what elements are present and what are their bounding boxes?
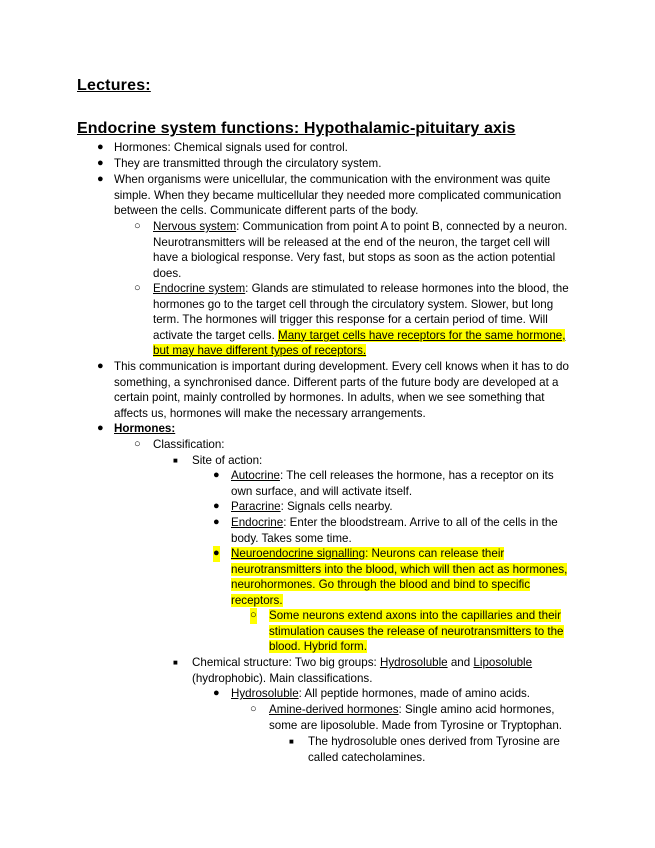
bullet-dot-icon: ● [213, 500, 220, 512]
highlighted-text: Many target cells have receptors for the same hormone, [278, 328, 566, 342]
list-item-hybrid-form: Some neurons extend axons into the capillaries and their stimulation causes the release of neurotransmitters to the blood. Hybrid form. [269, 609, 564, 654]
list-item-site-of-action: Site of action: [192, 454, 263, 467]
bullet-circle-icon: ○ [250, 608, 257, 624]
bullet-circle-icon: ○ [134, 282, 141, 294]
term-nervous-system: Nervous system [153, 220, 237, 233]
list-item-hydrosoluble: Hydrosoluble: All peptide hormones, made of amino acids. [231, 687, 531, 700]
list-item-catecholamines: The hydrosoluble ones derived from Tyrosine are called catecholamines. [308, 735, 560, 764]
list-item-nervous-system: Nervous system: Communication from point A to point B, connected by a neuron. Neurotransmitters will be released at the end of the neuron, the target cell will have a biological response. Very fast, but stops as soon as the action potential does. [153, 220, 568, 280]
bullet-dot-icon: ● [213, 469, 220, 481]
bullet-dot-icon: ● [213, 687, 220, 699]
list-item-hormones: Hormones: [114, 422, 176, 435]
list-item-autocrine: Autocrine: The cell releases the hormone, has a receptor on its own surface, and will activate itself. [231, 469, 554, 498]
list-item-amine-derived: Amine-derived hormones: Single amino acid hormones, some are liposoluble. Made from Tyrosine or Tryptophan. [269, 703, 562, 732]
list-item: When organisms were unicellular, the communication with the environment was quite simple. When they became multicellular they needed more complicated communication between the cells. Communicate different parts of the body. [114, 173, 562, 218]
bullet-square-icon: ■ [289, 737, 294, 746]
list-item: This communication is important during development. Every cell knows when it has to do something, a synchronised dance. Different parts of the future body are developed at a certain point, mainly controlled by hormones. In adults, when we see something that affects us, hormones will make the necessary arrangements. [114, 360, 569, 420]
list-item-paracrine: Paracrine: Signals cells nearby. [231, 500, 393, 513]
highlighted-text: but may have different types of receptors. [153, 344, 367, 358]
bullet-dot-icon: ● [97, 422, 104, 434]
list-item-classification: Classification: [153, 438, 225, 451]
bullet-dot-icon: ● [213, 546, 220, 562]
list-item-chemical-structure: Chemical structure: Two big groups: Hydrosoluble and Liposoluble (hydrophobic). Main classifications. [192, 656, 533, 685]
list-item: They are transmitted through the circulatory system. [114, 157, 382, 170]
list-item-neuroendocrine: Neuroendocrine signalling: Neurons can release their neurotransmitters into the blood, which will then act as hormones, neurohormones. Go through the blood and bind to specific receptors. [231, 547, 568, 607]
bullet-dot-icon: ● [97, 360, 104, 372]
bullet-circle-icon: ○ [134, 220, 141, 232]
section-title: Endocrine system functions: Hypothalamic-pituitary axis [77, 120, 516, 137]
bullet-dot-icon: ● [97, 141, 104, 153]
list-item-endocrine: Endocrine: Enter the bloodstream. Arrive to all of the cells in the body. Takes some time. [231, 516, 558, 545]
bullet-dot-icon: ● [97, 173, 104, 185]
bullet-square-icon: ■ [173, 658, 178, 667]
bullet-circle-icon: ○ [134, 438, 141, 450]
bullet-dot-icon: ● [213, 516, 220, 528]
bullet-circle-icon: ○ [250, 703, 257, 715]
page-heading: Lectures: [77, 77, 151, 94]
bullet-square-icon: ■ [173, 456, 178, 465]
list-item: Hormones: Chemical signals used for control. [114, 141, 348, 154]
list-item-endocrine-system: Endocrine system: Glands are stimulated to release hormones into the blood, the hormones go to the target cell through the circulatory system. Slower, but long term. The hormones will trigger this response for a certain period of time. Will activate the target cells. Many target cells have receptors for the same hormone, but may have different types of receptors. [153, 282, 569, 358]
term-endocrine-system: Endocrine system [153, 282, 246, 295]
bullet-dot-icon: ● [97, 157, 104, 169]
